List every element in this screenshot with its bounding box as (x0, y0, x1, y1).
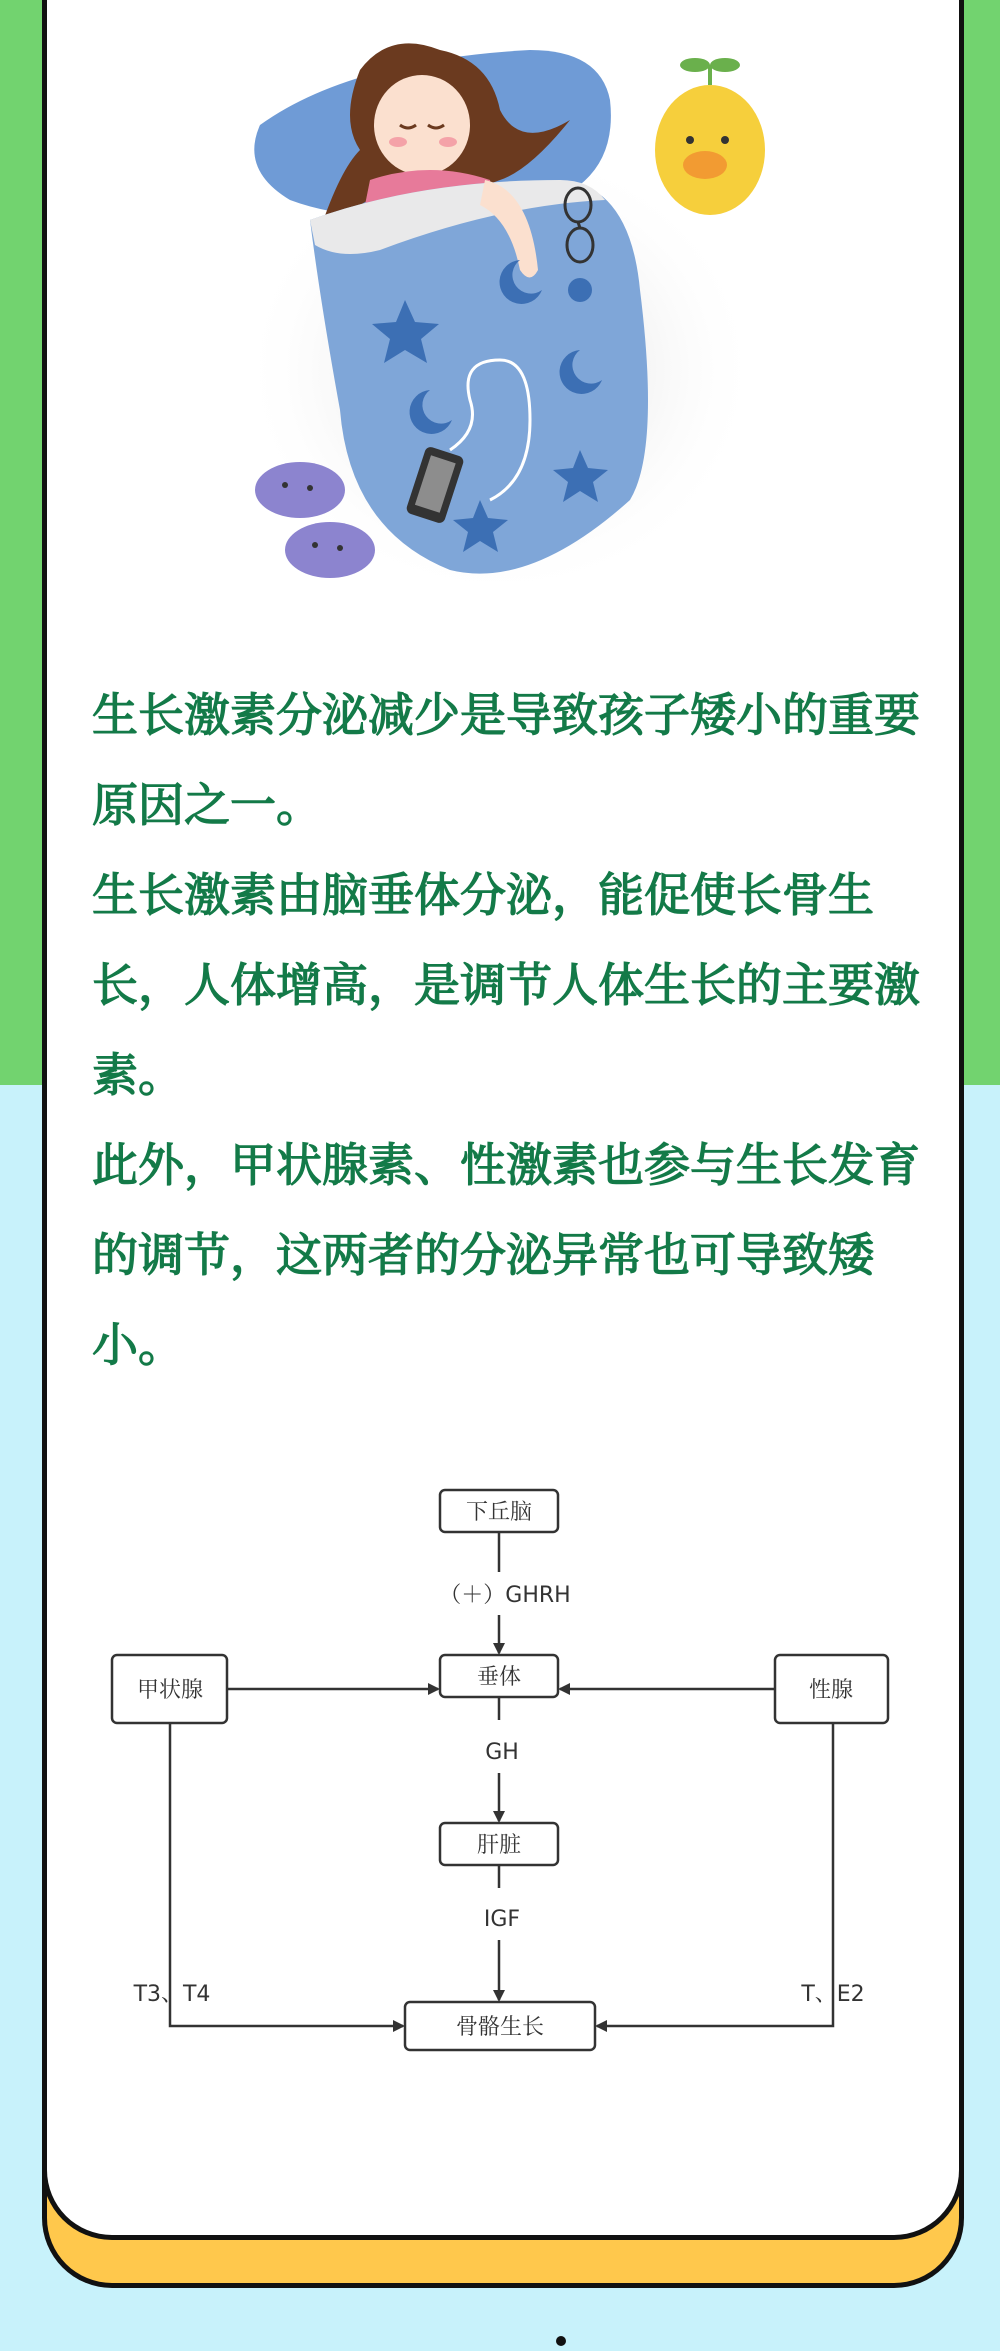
duck-toy (655, 58, 765, 215)
paragraph-2: 生长激素由脑垂体分泌，能促使长骨生长，人体增高，是调节人体生长的主要激素。 (92, 868, 920, 1102)
edge-thyroid-to-bone (170, 1723, 403, 2026)
label-gh: GH (485, 1740, 519, 1765)
node-liver (440, 1823, 558, 1865)
node-bone-growth (405, 2002, 595, 2050)
edge-gonad-to-bone (597, 1723, 833, 2026)
label-thyroid: 甲状腺 (136, 1678, 204, 1703)
label-t3t4: T3、T4 (133, 1982, 211, 2007)
label-liver: 肝脏 (476, 1833, 522, 1858)
label-pituitary: 垂体 (476, 1665, 522, 1690)
label-ghrh: （＋）GHRH (439, 1583, 571, 1608)
label-igf: IGF (483, 1907, 521, 1932)
node-pituitary (440, 1655, 558, 1697)
paragraph-3: 此外，甲状腺素、性激素也参与生长发育的调节，这两者的分泌异常也可导致矮小。 (92, 1138, 920, 1372)
girl-face (374, 75, 470, 175)
hormone-flow-diagram (100, 1470, 920, 2070)
intro-text (92, 670, 922, 1390)
label-te2: T、E2 (801, 1982, 865, 2007)
label-bone-growth: 骨骼生长 (455, 2015, 545, 2040)
node-gonad (775, 1655, 888, 1723)
label-hypothalamus: 下丘脑 (465, 1500, 533, 1525)
label-gonad: 性腺 (808, 1678, 854, 1703)
paragraph-1: 生长激素分泌减少是导致孩子矮小的重要原因之一。 (92, 688, 920, 832)
bottom-dot (556, 2336, 566, 2346)
node-thyroid (112, 1655, 227, 1723)
sleeping-girl-illustration (200, 30, 800, 630)
node-hypothalamus (440, 1490, 558, 1532)
